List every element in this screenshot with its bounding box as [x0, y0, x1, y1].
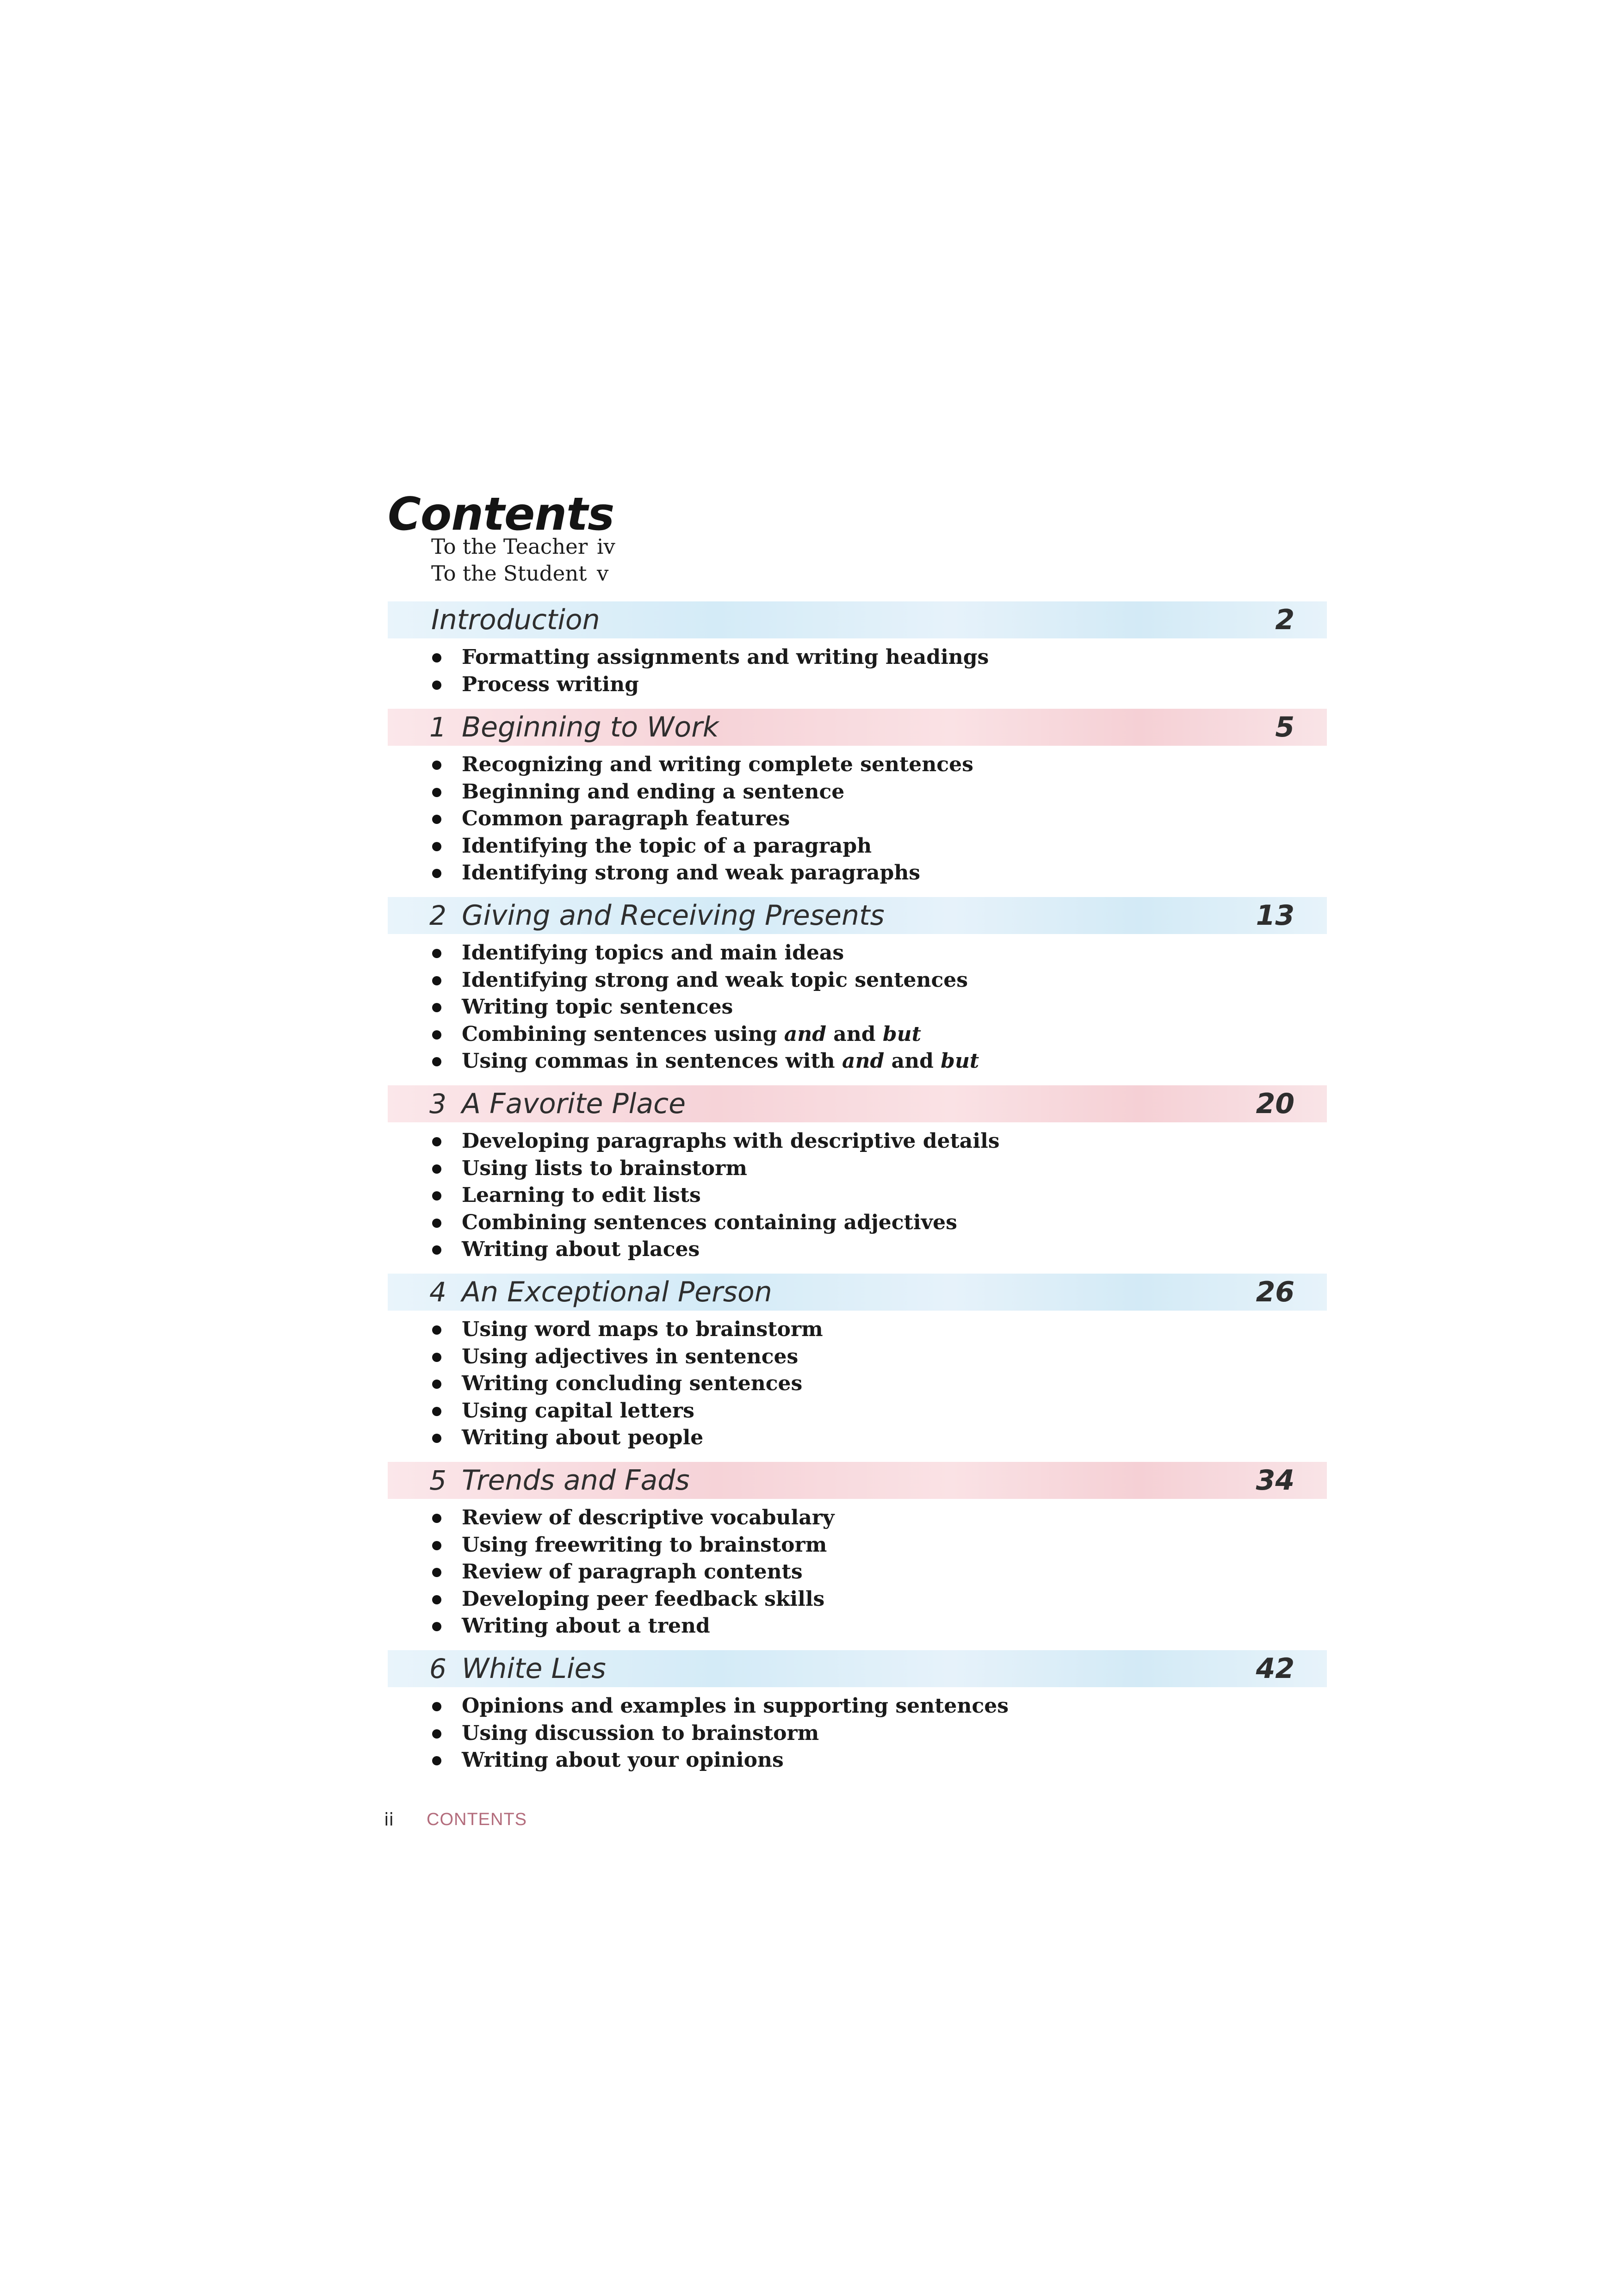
list-item: Using adjectives in sentences	[388, 1343, 1327, 1371]
bullet-icon	[432, 1164, 441, 1174]
section-chapter-3	[388, 1085, 1327, 1261]
section-topic-list	[388, 1693, 1327, 1774]
list-item: Identifying topics and main ideas	[388, 940, 1327, 967]
bullet-icon	[432, 949, 441, 958]
list-item: Beginning and ending a sentence	[388, 779, 1327, 806]
bullet-icon	[432, 1137, 441, 1146]
list-item: Writing about people	[388, 1424, 1327, 1452]
section-heading-band[interactable]	[388, 1650, 1327, 1687]
bullet-icon	[432, 1729, 441, 1739]
list-item: Combining sentences containing adjectives	[388, 1209, 1327, 1237]
bullet-icon	[432, 815, 441, 824]
section-introduction	[388, 601, 1327, 696]
bullet-icon	[432, 1003, 441, 1012]
list-item: Writing concluding sentences	[388, 1370, 1327, 1398]
section-page-number: 42	[1256, 1652, 1295, 1685]
bullet-icon	[432, 1756, 441, 1765]
front-matter-page: iv	[597, 534, 615, 559]
list-item: Writing about a trend	[388, 1613, 1327, 1640]
bullet-icon	[432, 1380, 441, 1389]
list-item: Identifying strong and weak paragraphs	[388, 860, 1327, 887]
list-item: Review of descriptive vocabulary	[388, 1504, 1327, 1532]
bullet-icon	[432, 761, 441, 770]
section-chapter-2	[388, 897, 1327, 1073]
bullet-icon	[432, 1541, 441, 1550]
list-item: Identifying the topic of a paragraph	[388, 833, 1327, 860]
bullet-icon	[432, 1407, 441, 1416]
section-page-number: 20	[1256, 1088, 1295, 1120]
section-topic-list	[388, 940, 1327, 1075]
page-title: Contents	[388, 488, 614, 541]
section-heading-band[interactable]	[388, 601, 1327, 638]
chapter-number: 6	[429, 1653, 446, 1684]
section-chapter-1	[388, 709, 1327, 885]
bullet-icon	[432, 976, 441, 985]
bullet-icon	[432, 788, 441, 797]
section-heading-band[interactable]	[388, 1085, 1327, 1122]
bullet-icon	[432, 653, 441, 662]
bullet-icon	[432, 1595, 441, 1604]
bullet-icon	[432, 1245, 441, 1255]
section-page-number: 26	[1256, 1276, 1295, 1308]
list-item: Using lists to brainstorm	[388, 1155, 1327, 1182]
list-item: Writing about places	[388, 1236, 1327, 1263]
list-item: Review of paragraph contents	[388, 1559, 1327, 1586]
section-topic-list	[388, 1128, 1327, 1263]
list-item: Using capital letters	[388, 1398, 1327, 1425]
section-page-number: 13	[1256, 899, 1295, 932]
list-item: Using discussion to brainstorm	[388, 1720, 1327, 1747]
list-item: Process writing	[388, 671, 1327, 699]
list-item: Using word maps to brainstorm	[388, 1316, 1327, 1343]
chapter-number: 3	[429, 1088, 446, 1120]
bullet-icon	[432, 1325, 441, 1335]
front-matter-label: To the Teacher	[431, 534, 588, 559]
chapter-number: 2	[429, 900, 446, 931]
front-matter-page: v	[597, 561, 609, 586]
bullet-icon	[432, 1622, 441, 1631]
list-item: Using commas in sentences with and and but	[388, 1048, 1327, 1075]
chapter-number: 4	[429, 1276, 446, 1308]
section-topic-list	[388, 1504, 1327, 1640]
footer-running-head: CONTENTS	[427, 1810, 527, 1829]
bullet-icon	[432, 1568, 441, 1577]
chapter-number: 5	[429, 1465, 446, 1496]
section-chapter-6	[388, 1650, 1327, 1772]
section-title: Beginning to Work	[462, 711, 719, 743]
bullet-icon	[432, 1219, 441, 1228]
footer-page-number: ii	[384, 1809, 394, 1830]
section-title: An Exceptional Person	[462, 1276, 772, 1308]
section-title: White Lies	[462, 1652, 606, 1685]
section-title: Introduction	[431, 604, 600, 636]
section-topic-list	[388, 644, 1327, 698]
section-page-number: 5	[1275, 711, 1295, 743]
section-topic-list	[388, 1316, 1327, 1452]
bullet-icon	[432, 869, 441, 878]
section-chapter-4	[388, 1274, 1327, 1449]
list-item: Recognizing and writing complete sentences	[388, 751, 1327, 779]
list-item: Using freewriting to brainstorm	[388, 1532, 1327, 1559]
bullet-icon	[432, 1514, 441, 1523]
list-item: Developing paragraphs with descriptive details	[388, 1128, 1327, 1155]
section-heading-band[interactable]	[388, 897, 1327, 934]
bullet-icon	[432, 1702, 441, 1711]
section-heading-band[interactable]	[388, 709, 1327, 746]
chapter-number: 1	[429, 712, 446, 743]
section-page-number: 34	[1256, 1464, 1295, 1497]
section-title: Giving and Receiving Presents	[462, 899, 885, 932]
bullet-icon	[432, 1434, 441, 1443]
bullet-icon	[432, 1030, 441, 1040]
section-title: A Favorite Place	[462, 1088, 686, 1120]
list-item: Learning to edit lists	[388, 1182, 1327, 1209]
bullet-icon	[432, 681, 441, 690]
list-item: Opinions and examples in supporting sentences	[388, 1693, 1327, 1720]
list-item: Writing topic sentences	[388, 994, 1327, 1021]
bullet-icon	[432, 842, 441, 851]
list-item: Developing peer feedback skills	[388, 1586, 1327, 1613]
list-item: Combining sentences using and and but	[388, 1021, 1327, 1048]
front-matter-label: To the Student	[431, 561, 587, 586]
section-page-number: 2	[1275, 604, 1295, 636]
section-title: Trends and Fads	[462, 1464, 690, 1497]
section-heading-band[interactable]	[388, 1274, 1327, 1311]
list-item: Common paragraph features	[388, 805, 1327, 833]
bullet-icon	[432, 1353, 441, 1362]
list-item: Writing about your opinions	[388, 1747, 1327, 1774]
bullet-icon	[432, 1057, 441, 1066]
section-topic-list	[388, 751, 1327, 887]
section-heading-band[interactable]	[388, 1462, 1327, 1499]
list-item: Formatting assignments and writing headings	[388, 644, 1327, 671]
bullet-icon	[432, 1191, 441, 1201]
section-chapter-5	[388, 1462, 1327, 1638]
list-item: Identifying strong and weak topic sentences	[388, 967, 1327, 994]
